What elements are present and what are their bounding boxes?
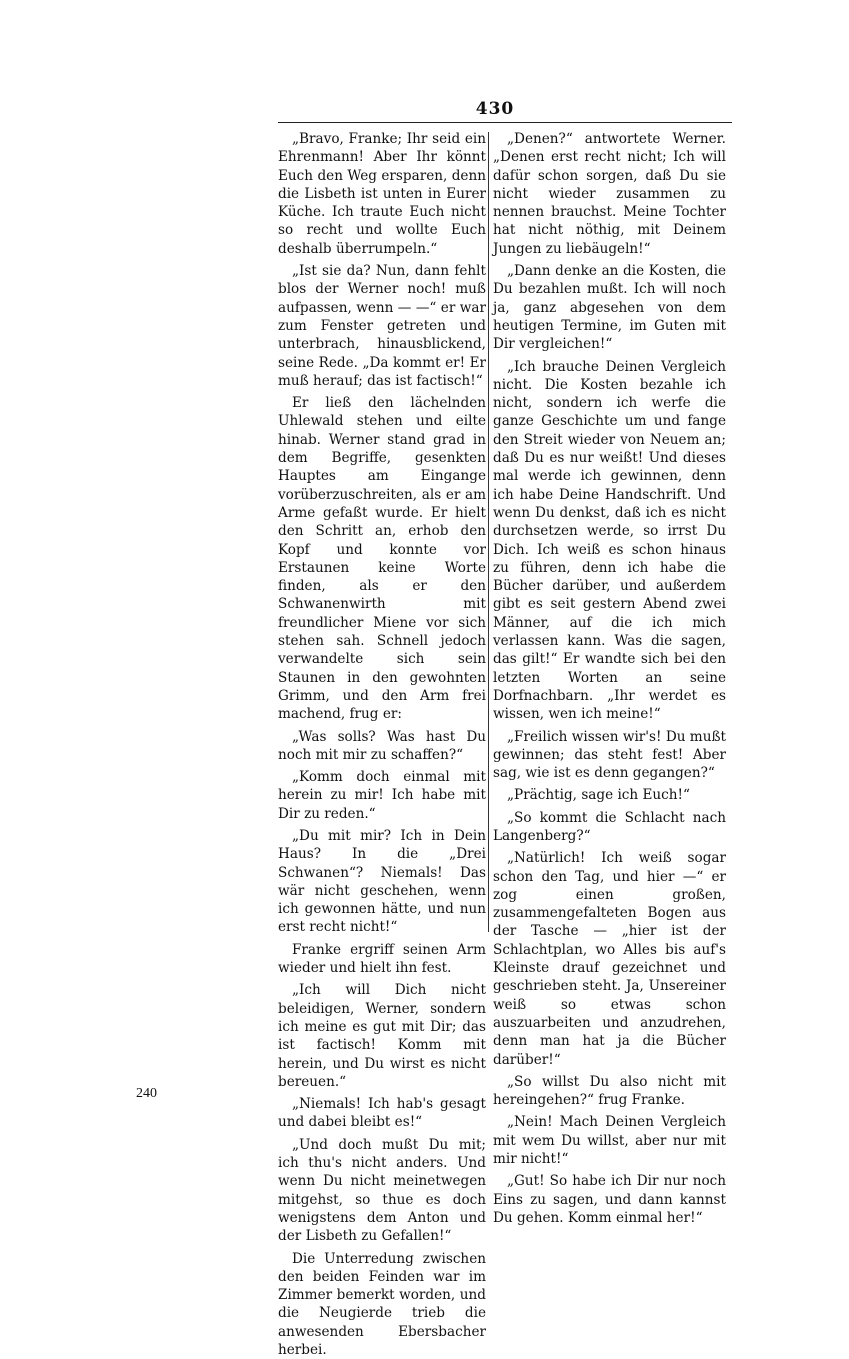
paragraph: „Ich will Dich nicht beleidigen, Werner, sondern ich meine es gut mit Dir; das ist factisch! Komm mit herein, und Du wirst es nicht bereuen.“ [278,982,486,1090]
paragraph: „Und doch mußt Du mit; ich thu's nicht anders. Und wenn Du nicht meinetwegen mitgehst, so thue es doch wenigstens dem Anton und der Lisbeth zu Gefallen!“ [278,1136,486,1245]
paragraph: „Gut! So habe ich Dir nur noch Eins zu sagen, und dann kannst Du gehen. Komm einmal her!“ [493,1173,726,1226]
column-divider [488,132,489,932]
paragraph: „Denen?“ antwortete Werner. „Denen erst recht nicht; Ich will dafür schon sorgen, daß Du sie nicht wieder zusammen zu nennen brauchst. Meine Tochter hat nicht nöthig, mit Deinem Jungen zu liebäugeln!“ [493,131,726,257]
page-number: 430 [475,99,515,119]
paragraph: Franke ergriff seinen Arm wieder und hielt ihn fest. [278,941,486,977]
right-text-column [493,130,726,1226]
paragraph: „Bravo, Franke; Ihr seid ein Ehrenmann! Aber Ihr könnt Euch den Weg ersparen, denn die Lisbeth ist unten in Eurer Küche. Ich traute Euch nicht so recht und wollte Euch deshalb überrumpeln.“ [278,131,486,257]
paragraph: „Ist sie da? Nun, dann fehlt blos der Werner noch! muß aufpassen, wenn — —“ er war zum Fenster getreten und unterbrach, hinausblickend, seine Rede. „Da kommt er! Er muß herauf; das ist factisch!“ [278,263,486,389]
sheet-number: 240 [136,1086,157,1101]
paragraph: „Dann denke an die Kosten, die Du bezahlen mußt. Ich will noch ja, ganz abgesehen von dem heutigen Termine, im Guten mit Dir vergleichen!“ [493,263,726,353]
paragraph: „Du mit mir? Ich in Dein Haus? In die „Drei Schwanen“? Niemals! Das wär nicht geschehen, wenn ich gewonnen hätte, und nun erst recht nicht!“ [278,827,486,936]
paragraph: „Was solls? Was hast Du noch mit mir zu schaffen?“ [278,728,486,763]
paragraph: „Prächtig, sage ich Euch!“ [507,787,690,804]
header-rule [278,122,732,123]
left-text-column [278,130,486,1358]
paragraph: „Nein! Mach Deinen Vergleich mit wem Du willst, aber nur mit mir nicht!“ [493,1114,726,1168]
paragraph: „Komm doch einmal mit herein zu mir! Ich habe mit Dir zu reden.“ [278,769,486,822]
paragraph: „Freilich wissen wir's! Du mußt gewinnen; das steht fest! Aber sag, wie ist es denn gegangen?“ [493,728,726,782]
paragraph: „Natürlich! Ich weiß sogar schon den Tag, und hier —“ er zog einen großen, zusammengefalteten Bogen aus der Tasche — „hier ist der Schlachtplan, wo Alles bis auf's Kleinste drauf gezeichnet und geschrieben steht. Ja, Unsereiner weiß so etwas schon auszuarbeiten und anzudrehen, denn man hat ja die Bücher darüber!“ [493,850,726,1068]
paragraph: „Ich brauche Deinen Vergleich nicht. Die Kosten bezahle ich nicht, sondern ich werfe die ganze Geschichte um und fange den Streit wieder von Neuem an; daß Du es nur weißt! Und dieses mal werde ich gewinnen, denn ich habe Deine Handschrift. Und wenn Du denkst, daß ich es nicht durchsetzen werde, so irrst Du Dich. Ich weiß es schon hinaus zu führen, denn ich habe die Bücher darüber, und außerdem gibt es seit gestern Abend zwei Männer, auf die ich mich verlassen kann. Was die sagen, das gilt!“ Er wandte sich bei den letzten Worten an seine Dorfnachbarn. „Ihr werdet es wissen, wen ich meine!“ [493,358,726,723]
paragraph: Er ließ den lächelnden Uhlewald stehen und eilte hinab. Werner stand grad in dem Begriffe, gesenkten Hauptes am Eingange vorüberzuschreiten, als er am Arme gefaßt wurde. Er hielt den Schritt an, erhob den Kopf und konnte vor Erstaunen keine Worte finden, als er den Schwanenwirth mit freundlicher Miene vor sich stehen sah. Schnell jedoch verwandelte sich sein Staunen in den gewohnten Grimm, und den Arm frei machend, frug er: [278,395,486,723]
paragraph: „So willst Du also nicht mit hereingehen?“ frug Franke. [493,1073,726,1109]
paragraph: Die Unterredung zwischen den beiden Feinden war im Zimmer bemerkt worden, und die Neugierde trieb die anwesenden Ebersbacher herbei. [278,1250,486,1358]
paragraph: „Niemals! Ich hab's gesagt und dabei bleibt es!“ [278,1096,486,1131]
paragraph: „So kommt die Schlacht nach Langenberg?“ [493,809,726,844]
